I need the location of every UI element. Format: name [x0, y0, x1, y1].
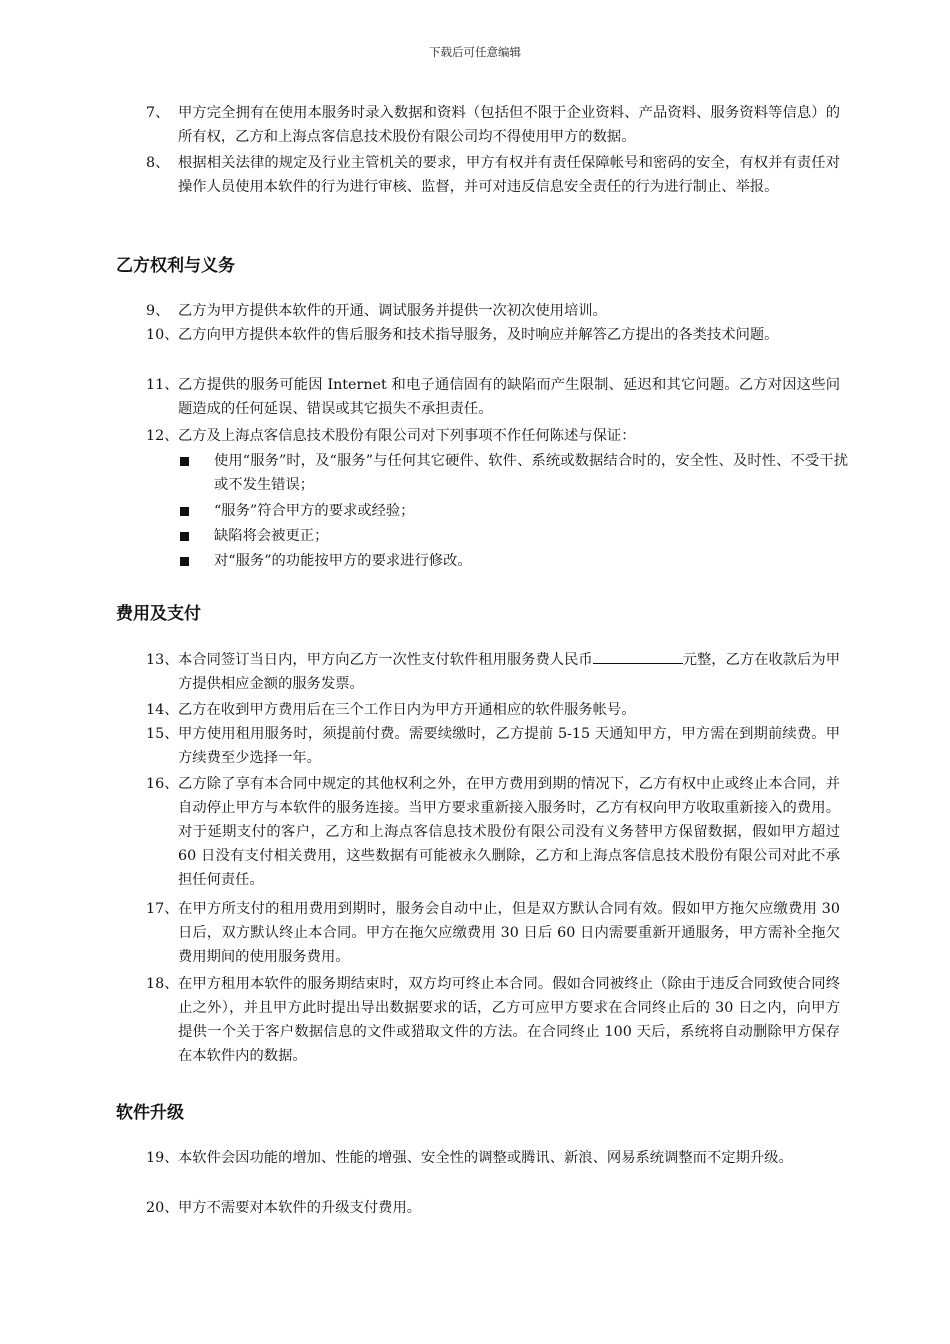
clause-15: [146, 722, 840, 770]
clause-text: 本软件会因功能的增加、性能的增强、安全性的调整或腾讯、新浪、网易系统调整而不定期升级。: [178, 1150, 793, 1166]
bullet-text: 对“服务”的功能按甲方的要求进行修改。: [214, 553, 472, 569]
bullet-item: [180, 524, 848, 548]
clause-number: 7、: [146, 105, 170, 121]
clause-text: 在甲方所支付的租用费用到期时，服务会自动中止，但是双方默认合同有效。假如甲方拖欠应缴费用 30 日后，双方默认终止本合同。甲方在拖欠应缴费用 30 日后 60 日内需要重新开通服务，甲方需补全拖欠费用期间的使用服务费用。: [178, 901, 840, 965]
clause-10: [146, 323, 840, 347]
heading-fees-payment: 费用及支付: [116, 604, 201, 624]
clause-text: 甲方完全拥有在使用本服务时录入数据和资料（包括但不限于企业资料、产品资料、服务资料等信息）的所有权，乙方和上海点客信息技术股份有限公司均不得使用甲方的数据。: [178, 105, 840, 145]
clause-9: [146, 299, 840, 323]
clause-19: [146, 1146, 840, 1170]
clause-text: 乙方在收到甲方费用后在三个工作日内为甲方开通相应的软件服务帐号。: [178, 702, 636, 718]
amount-blank-line: [593, 649, 683, 664]
clause-17: [146, 897, 840, 969]
clause-number: 14、: [146, 702, 179, 718]
clause-number: 8、: [146, 155, 170, 171]
clause-number: 18、: [146, 976, 179, 992]
bullet-item: [180, 549, 848, 573]
bullet-item: [180, 499, 848, 523]
clause-7: [146, 101, 840, 149]
page-header: 下载后可任意编辑: [429, 45, 521, 59]
clause-number: 13、: [146, 652, 179, 668]
heading-software-upgrade: 软件升级: [116, 1103, 184, 1123]
bullet-text: “服务”符合甲方的要求或经验；: [214, 503, 415, 519]
clause-number: 20、: [146, 1200, 179, 1216]
clause-number: 17、: [146, 901, 179, 917]
clause-20: [146, 1196, 840, 1220]
bullet-text: 缺陷将会被更正；: [214, 528, 329, 544]
heading-party-b-rights: 乙方权利与义务: [116, 256, 235, 276]
clause-13: [146, 648, 840, 696]
clause-number: 19、: [146, 1150, 179, 1166]
clause-number: 10、: [146, 327, 179, 343]
clause-number: 11、: [146, 377, 179, 393]
square-bullet-icon: [180, 557, 189, 566]
clause-16: [146, 772, 840, 892]
clause-text: 甲方不需要对本软件的升级支付费用。: [178, 1200, 422, 1216]
square-bullet-icon: [180, 457, 189, 466]
clause-11: [146, 373, 840, 421]
square-bullet-icon: [180, 507, 189, 516]
clause-text: 乙方除了享有本合同中规定的其他权利之外，在甲方费用到期的情况下，乙方有权中止或终止本合同，并自动停止甲方与本软件的服务连接。当甲方要求重新接入服务时，乙方有权向甲方收取重新接入的费用。对于延期支付的客户，乙方和上海点客信息技术股份有限公司没有义务替甲方保留数据，假如甲方超过 60 日没有支付相关费用，这些数据有可能被永久删除，乙方和上海点客信息技术股份有限公司对此不承担任何责任。: [178, 776, 840, 888]
clause-text-part: 元整，乙方在收款后为甲方提供相应金额的服务发票。: [178, 652, 841, 692]
clause-number: 16、: [146, 776, 179, 792]
bullet-text: 使用“服务”时，及“服务”与任何其它硬件、软件、系统或数据结合时的，安全性、及时性、不受干扰或不发生错误；: [214, 453, 848, 493]
clause-text: 乙方提供的服务可能因 Internet 和电子通信固有的缺陷而产生限制、延迟和其它问题。乙方对因这些问题造成的任何延误、错误或其它损失不承担责任。: [178, 377, 840, 417]
clause-number: 12、: [146, 428, 179, 444]
clause-12: [146, 424, 840, 448]
clause-text: 乙方向甲方提供本软件的售后服务和技术指导服务，及时响应并解答乙方提出的各类技术问题。: [178, 327, 779, 343]
clause-number: 15、: [146, 726, 179, 742]
clause-text: [146, 648, 840, 696]
clause-18: [146, 972, 840, 1068]
clause-8: [146, 151, 840, 199]
clause-text-part: 本合同签订当日内，甲方向乙方一次性支付软件租用服务费人民币: [178, 652, 593, 668]
clause-14: [146, 698, 840, 722]
clause-text: 在甲方租用本软件的服务期结束时，双方均可终止本合同。假如合同被终止（除由于违反合同致使合同终止之外），并且甲方此时提出导出数据要求的话，乙方可应甲方要求在合同终止后的 30 日之内，向甲方提供一个关于客户数据信息的文件或猎取文件的方法。在合同终止 100 天后，系统将自动删除甲方保存在本软件内的数据。: [178, 976, 840, 1064]
clause-text: 根据相关法律的规定及行业主管机关的要求，甲方有权并有责任保障帐号和密码的安全，有权并有责任对操作人员使用本软件的行为进行审核、监督，并可对违反信息安全责任的行为进行制止、举报。: [178, 155, 840, 195]
clause-text: 乙方及上海点客信息技术股份有限公司对下列事项不作任何陈述与保证：: [178, 428, 636, 444]
bullet-item: [180, 449, 848, 497]
square-bullet-icon: [180, 532, 189, 541]
clause-number: 9、: [146, 303, 170, 319]
clause-text: 甲方使用租用服务时，须提前付费。需要续缴时，乙方提前 5-15 天通知甲方，甲方需在到期前续费。甲方续费至少选择一年。: [178, 726, 840, 766]
clause-text: 乙方为甲方提供本软件的开通、调试服务并提供一次初次使用培训。: [178, 303, 607, 319]
